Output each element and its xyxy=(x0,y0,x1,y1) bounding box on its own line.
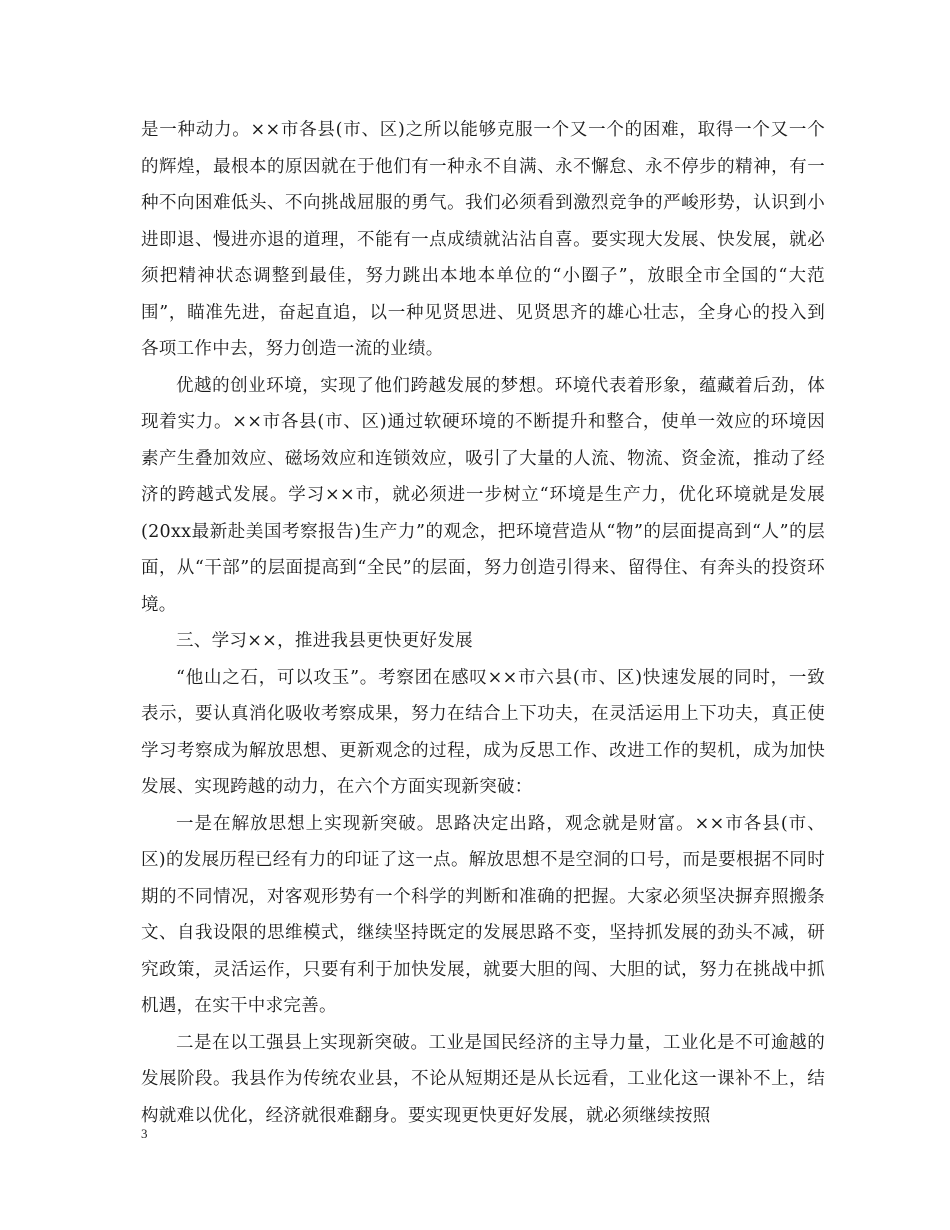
paragraph-1: 是一种动力。××市各县(市、区)之所以能够克服一个又一个的困难，取得一个又一个的辉煌，最根本的原因就在于他们有一种永不自满、永不懈怠、永不停步的精神，有一种不向困难低头、不向挑战屈服的勇气。我们必须看到激烈竞争的严峻形势，认识到小进即退、慢进亦退的道理，不能有一点成绩就沾沾自喜。要实现大发展、快发展，就必须把精神状态调整到最佳，努力跳出本地本单位的“小圈子”，放眼全市全国的“大范围”，瞄准先进，奋起直追，以一种见贤思进、见贤思齐的雄心壮志，全身心的投入到各项工作中去，努力创造一流的业绩。 xyxy=(141,120,825,359)
document-body xyxy=(141,112,825,1134)
paragraph-3: “他山之石，可以攻玉”。考察团在感叹××市六县(市、区)快速发展的同时，一致表示，要认真消化吸收考察成果，努力在结合上下功夫，在灵活运用上下功夫，真正使学习考察成为解放思想、更新观念的过程，成为反思工作、改进工作的契机，成为加快发展、实现跨越的动力，在六个方面实现新突破： xyxy=(141,667,825,797)
section-heading: 三、学习××，推进我县更快更好发展 xyxy=(176,631,473,651)
paragraph-4: 一是在解放思想上实现新突破。思路决定出路，观念就是财富。××市各县(市、区)的发展历程已经有力的印证了这一点。解放思想不是空洞的口号，而是要根据不同时期的不同情况，对客观形势有一个科学的判断和准确的把握。大家必须坚决摒弃照搬条文、自我设限的思维模式，继续坚持既定的发展思路不变，坚持抓发展的劲头不减，研究政策，灵活运作，只要有利于加快发展，就要大胆的闯、大胆的试，努力在挑战中抓机遇，在实干中求完善。 xyxy=(141,813,825,1016)
paragraph-5: 二是在以工强县上实现新突破。工业是国民经济的主导力量，工业化是不可逾越的发展阶段。我县作为传统农业县，不论从短期还是从长远看，工业化这一课补不上，结构就难以优化，经济就很难翻身。要实现更快更好发展，就必须继续按照 xyxy=(141,1032,825,1126)
paragraph-2: 优越的创业环境，实现了他们跨越发展的梦想。环境代表着形象，蕴藏着后劲，体现着实力。××市各县(市、区)通过软硬环境的不断提升和整合，使单一效应的环境因素产生叠加效应、磁场效应和连锁效应，吸引了大量的人流、物流、资金流，推动了经济的跨越式发展。学习××市，就必须进一步树立“环境是生产力，优化环境就是发展(20xx最新赴美国考察报告)生产力”的观念，把环境营造从“物”的层面提高到“人”的层面，从“干部”的层面提高到“全民”的层面，努力创造引得来、留得住、有奔头的投资环境。 xyxy=(141,375,825,615)
page-number: 3 xyxy=(141,1126,148,1141)
